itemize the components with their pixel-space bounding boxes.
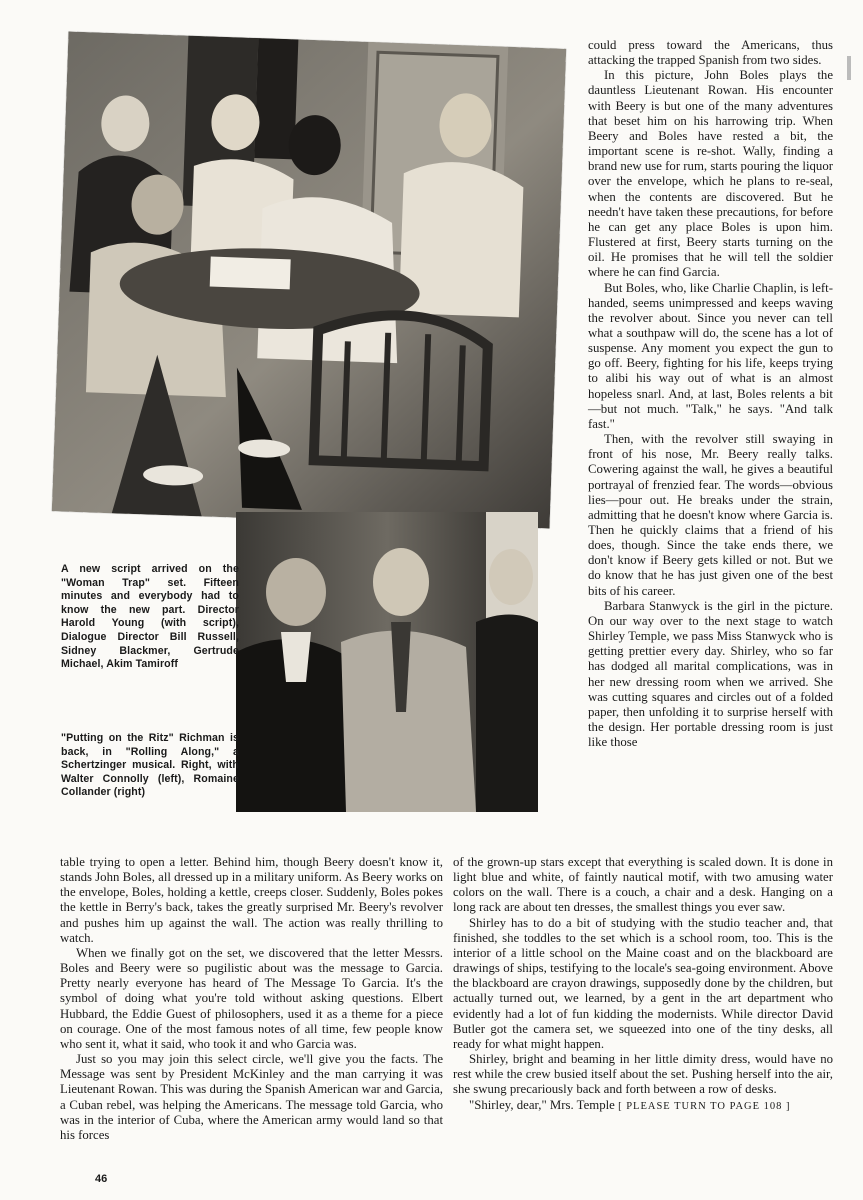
photo-icon [236,512,538,812]
paragraph: table trying to open a letter. Behind him, though Beery doesn't know it, stands John Boles, all dressed up in a military uniform. As Beery works on the envelope, Boles, holding a kettle, creeps closer. Suddenly, Boles pokes the kettle in Berry's back, takes the greatly surprised Mr. Beery's revolver and pushes him up against the wall. The action was really thrilling to watch. [60,855,443,945]
paragraph: of the grown-up stars except that everything is scaled down. It is done in light blue and white, of faintly nautical motif, with two amusing water colors on the wall. There is a couch, a chair and a desk. Hanging on a long rack are about ten dresses, the smallest things you ever saw. [453,855,833,915]
paragraph: When we finally got on the set, we discovered that the letter Messrs. Boles and Beery were so pugilistic about was the message to Garcia. Pretty nearly everyone has heard of The Message To Garcia. It's the symbol of doing what you're told without asking questions. Elbert Hubbard, the Eddie Guest of philosophers, used it as a theme for a piece on courage. One of the most famous notes of all time, few people know who sent it, what it said, who took it and who Garcia was. [60,945,443,1051]
paragraph: In this picture, John Boles plays the dauntless Lieutenant Rowan. His encounter with Beery is but one of the many adventures that beset him on his harrowing trip. When Beery and Boles have rested a bit, the important scene is re-shot. Wally, finding a brand new use for rum, starts pouring the liquor over the envelope, which he plans to re-seal, when the contents are discovered. But he needn't have taken these precautions, for before he can get any place Boles is upon him. Flustered at first, Beery starts turning on the oil. He promises that he will tell the soldier where he can find Garcia. [588,68,833,280]
paragraph: Barbara Stanwyck is the girl in the picture. On our way over to the next stage to watch Shirley Temple, we pass Miss Stanwyck who is getting prettier every day. Shirley, who so far has dodged all marital complications, was in her new dressing room when we arrived. She was cutting squares and circles out of a folded paper, then unfolding it to surprise herself with the design. Her portable dressing room is just like those [588,598,833,750]
photo-caption-top: A new script arrived on the "Woman Trap" set. Fifteen minutes and everybody had to know the new part. Director Harold Young (with script), Dialogue Director Bill Russell, Sidney Blackmer, Gertrude Michael, Akim Tamiroff [61,563,239,671]
article-column-right [588,38,833,750]
paragraph: could press toward the Americans, thus attacking the trapped Spanish from two sides. [588,38,833,68]
turn-to-page-notice: [ PLEASE TURN TO PAGE 108 ] [618,1100,791,1112]
paragraph-last [453,1098,833,1114]
paragraph: Shirley has to do a bit of studying with the studio teacher and, that finished, she toddles to the set which is a school room, too. This is the interior of a little school on the Maine coast and on the blackboard are drawings of ships, testifying to the locale's sea-going environment. Above the blackboard are crayon drawings, supposedly done by the children, but actually turned out, we learned, by a gent in the art department who evidently had a lot of fun kidding the modernists. While director David Butler got the camera set, we squeezed into one of the tiny desks, all ready for what might happen. [453,915,833,1051]
page-number: 46 [95,1173,108,1185]
photo-icon [52,31,566,528]
article-column-middle [453,855,833,1114]
script-reading-photo [52,31,566,528]
paragraph: Shirley, bright and beaming in her little dimity dress, would have no rest while the crew busied itself about the set. Pushing herself into the air, she swung precariously back and forth between a row of desks. [453,1052,833,1097]
rolling-along-photo [236,512,538,812]
paragraph: Just so you may join this select circle, we'll give you the facts. The Message was sent by President McKinley and the man carrying it was Lieutenant Rowan. This was during the Spanish American war and Garcia, a Cuban rebel, was helping the Americans. The message told Garcia, who was in the interior of Cuba, where the American army would land so that his forces [60,1052,443,1142]
photo-caption-bottom: "Putting on the Ritz" Richman is back, in "Rolling Along," a Schertzinger musical. Right, with Walter Connolly (left), Romaine Collander (right) [61,732,239,799]
margin-mark [847,56,851,80]
paragraph: Then, with the revolver still swaying in front of his nose, Mr. Beery really talks. Cowering against the wall, he gives a beautiful portrayal of frenzied fear. The words—obvious lies—pour out. He breaks under the strain, admitting that he doesn't know where Garcia is. Then he quickly claims that a friend of his does, though. Since the take ends there, we don't know if Beery gets killed or not. But we do know that he has just given one of the best bits of his career. [588,432,833,598]
paragraph-text: "Shirley, dear," Mrs. Temple [469,1097,615,1112]
article-column-left [60,855,443,1143]
paragraph: But Boles, who, like Charlie Chaplin, is left-handed, seems unimpressed and keeps waving the revolver about. Since you never can tell what a southpaw will do, the scene has a lot of suspense. Any moment you expect the gun to go off. Beery, fighting for his life, keeps trying to alibi his way out of what is an almost hopeless snarl. And, at last, Boles relents a bit—but not much. "Talk," he says. "And talk fast." [588,280,833,431]
